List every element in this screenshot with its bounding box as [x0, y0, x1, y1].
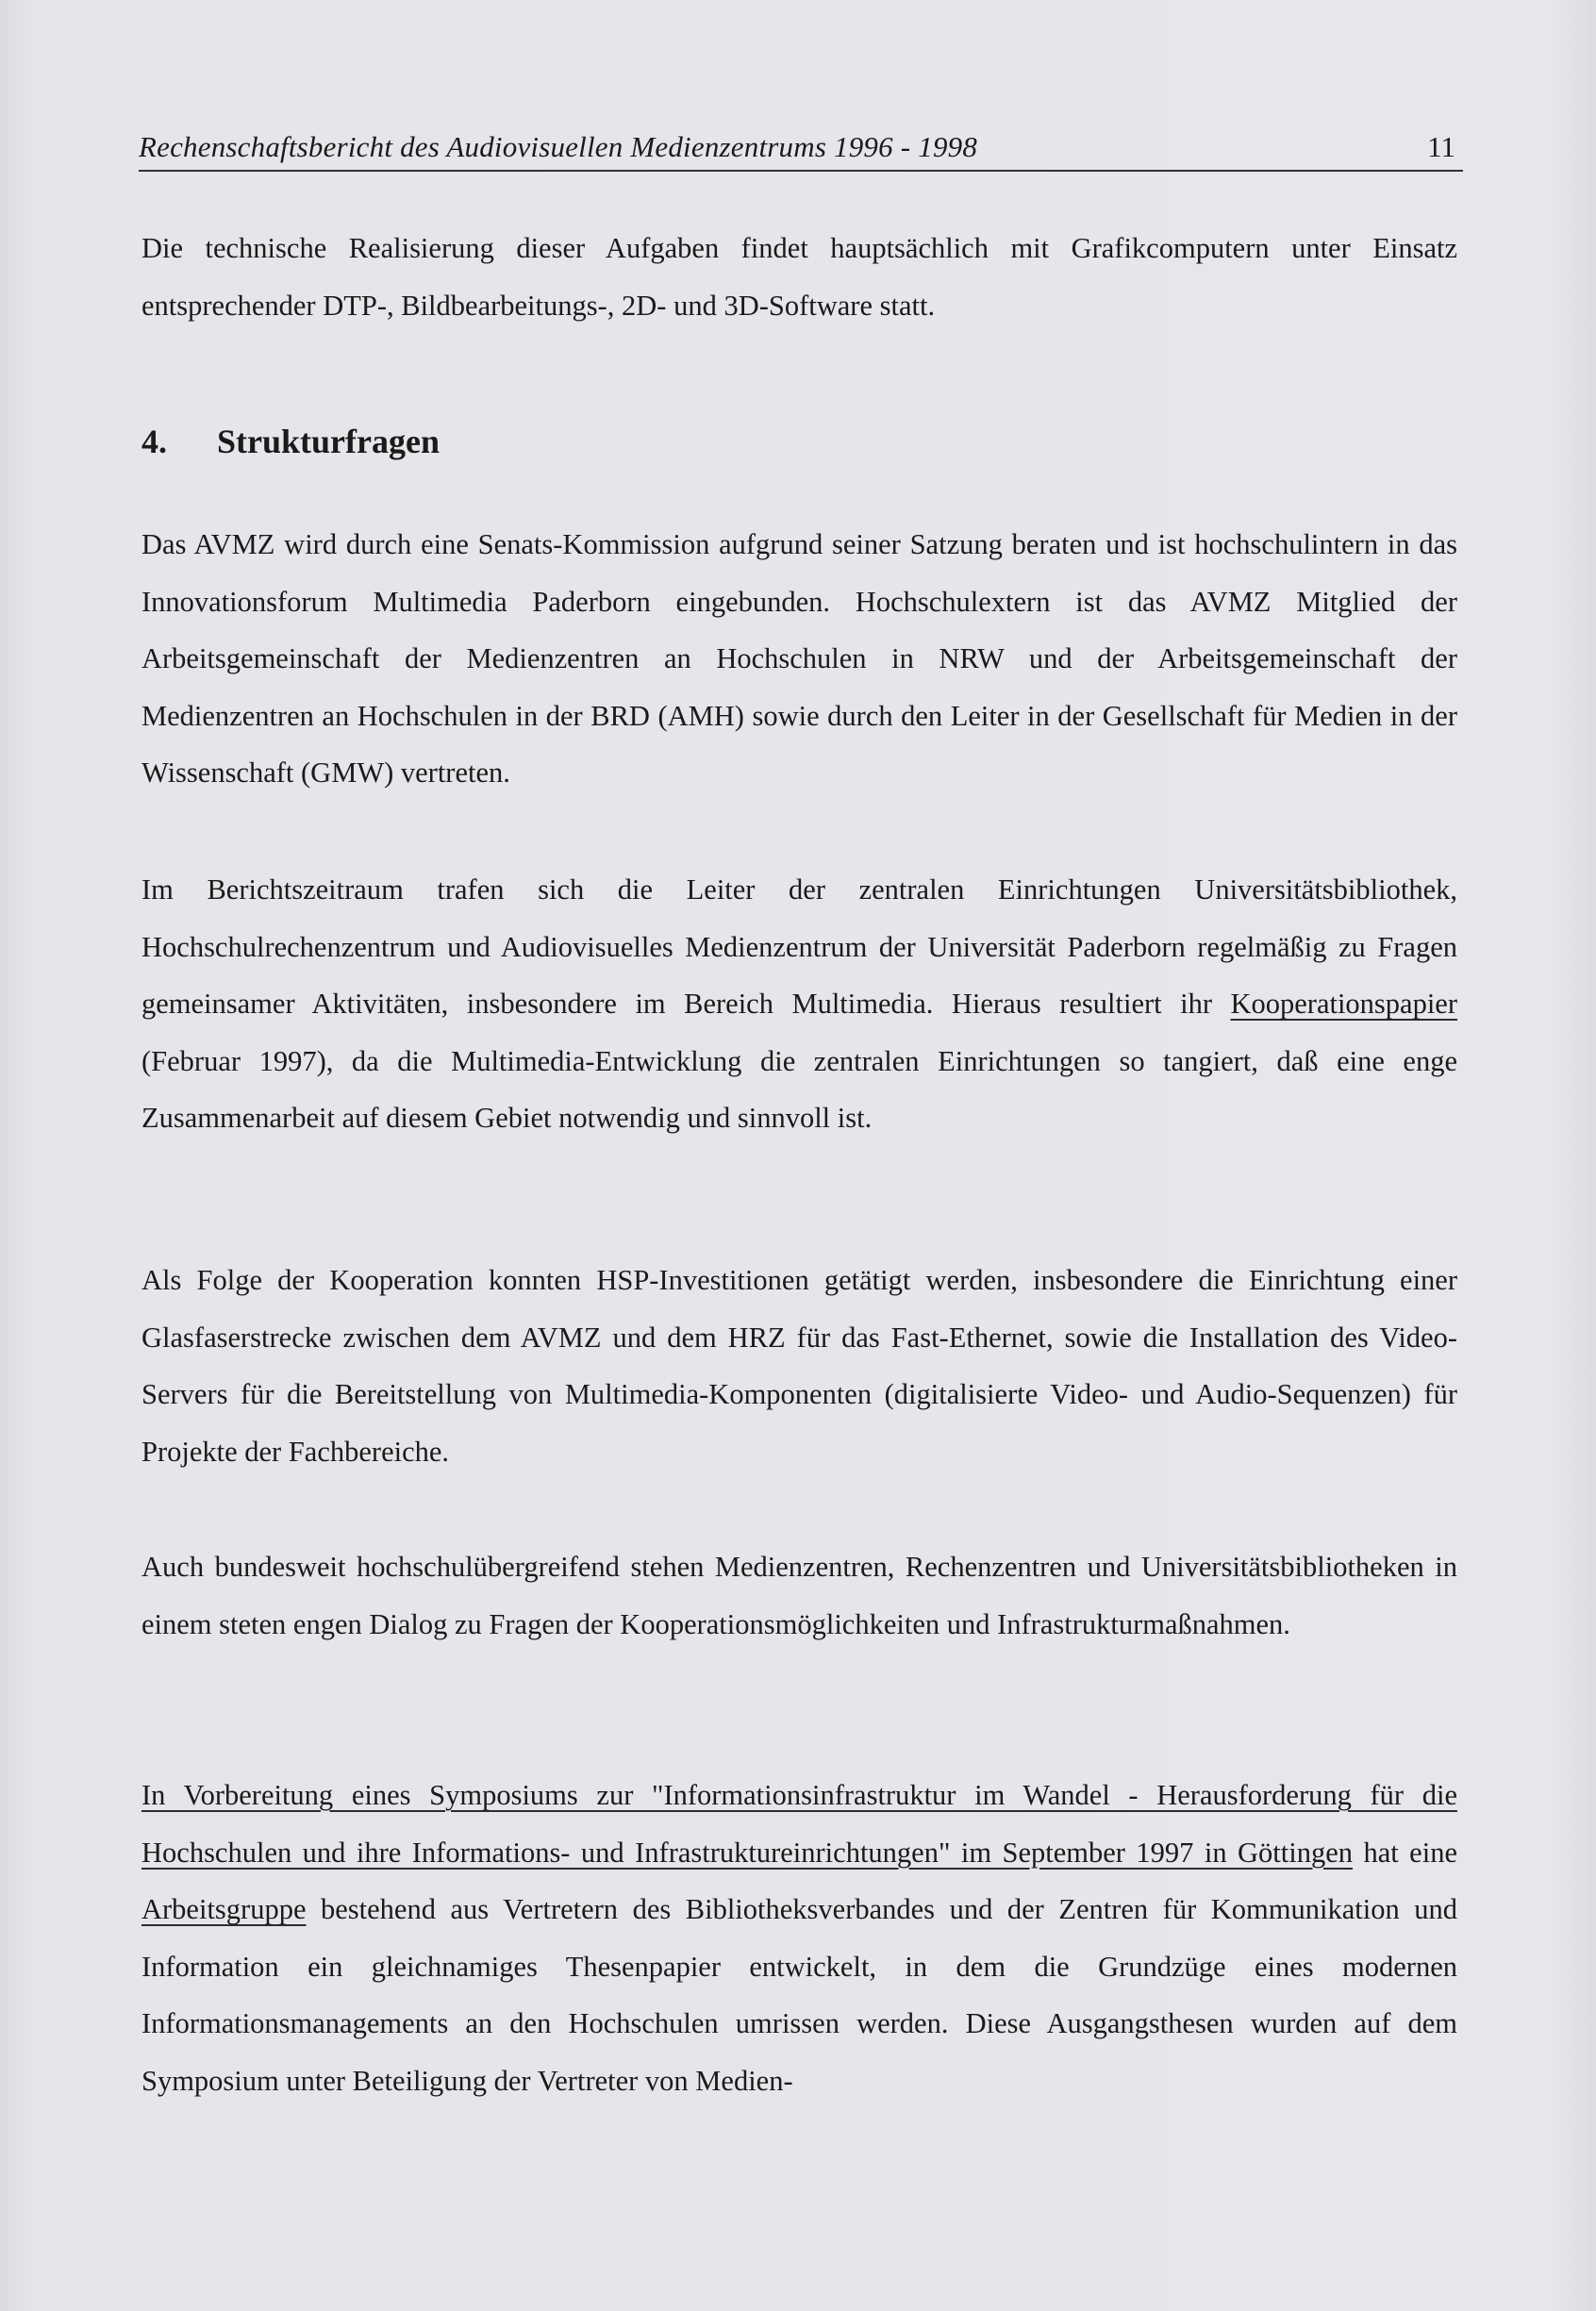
section-title: Strukturfragen [217, 423, 440, 460]
section-number: 4. [141, 423, 167, 460]
underlined-symposium: In Vorbereitung eines Symposiums zur "Informationsinfrastruktur im Wandel - Herausforderung für die Hochschulen und ihre Informations- und Infrastruktureinrichtungen" im September 1997 in Göttingen [141, 1779, 1457, 1869]
header-title: Rechenschaftsbericht des Audiovisuellen Medienzentrums 1996 - 1998 [139, 130, 978, 163]
underlined-kooperationspapier: Kooperationspapier [1230, 988, 1457, 1021]
intro-paragraph: Die technische Realisierung dieser Aufgaben findet hauptsächlich mit Grafikcomputern unter Einsatz entsprechender DTP-, Bildbearbeitungs-, 2D- und 3D-Software statt. [141, 232, 1457, 322]
paragraph-symposium [141, 1767, 1457, 2110]
paragraph-cooperation [141, 861, 1457, 1147]
paragraph-structure: Das AVMZ wird durch eine Senats-Kommission aufgrund seiner Satzung beraten und ist hochschulintern in das Innovationsforum Multimedia Paderborn eingebunden. Hochschulextern ist das AVMZ Mitglied der Arbeitsgemeinschaft der Medienzentren an Hochschulen in NRW und der Arbeitsgemeinschaft der Medienzentren an Hochschulen in der BRD (AMH) sowie durch den Leiter in der Gesellschaft für Medien in der Wissenschaft (GMW) vertreten. [141, 528, 1457, 790]
page-number: 11 [1427, 130, 1455, 163]
running-header [139, 123, 1463, 172]
paragraph-investments: Als Folge der Kooperation konnten HSP-Investitionen getätigt werden, insbesondere die Einrichtung einer Glasfaserstrecke zwischen dem AVMZ und dem HRZ für das Fast-Ethernet, sowie die Installation des Video-Servers für die Bereitstellung von Multimedia-Komponenten (digitalisierte Video- und Audio-Sequenzen) für Projekte der Fachbereiche. [141, 1264, 1457, 1468]
paragraph-cooperation-text-2: (Februar 1997), da die Multimedia-Entwicklung die zentralen Einrichtungen so tangiert, daß eine enge Zusammenarbeit auf diesem Gebiet notwendig und sinnvoll ist. [141, 1044, 1457, 1135]
paragraph-symposium-text-2: bestehend aus Vertretern des Bibliotheksverbandes und der Zentren für Kommunikation und Information ein gleichnamiges Thesenpapier entwickelt, in dem die Grundzüge eines modernen Informationsmanagements an den Hochschulen umrissen werden. Diese Ausgangsthesen wurden auf dem Symposium unter Beteiligung der Vertreter von Medien- [141, 1893, 1457, 2097]
section-heading [141, 422, 1457, 461]
paragraph-cooperation-text-1: Im Berichtszeitraum trafen sich die Leiter der zentralen Einrichtungen Universitätsbibliothek, Hochschulrechenzentrum und Audiovisuelles Medienzentrum der Universität Paderborn regelmäßig zu Fragen gemeinsamer Aktivitäten, insbesondere im Bereich Multimedia. Hieraus resultiert ihr [141, 873, 1457, 1021]
paragraph-symposium-text-1: hat eine [1353, 1836, 1457, 1869]
paragraph-nationwide: Auch bundesweit hochschulübergreifend stehen Medienzentren, Rechenzentren und Universitätsbibliotheken in einem steten engen Dialog zu Fragen der Kooperationsmöglichkeiten und Infrastrukturmaßnahmen. [141, 1551, 1457, 1640]
underlined-arbeitsgruppe: Arbeitsgruppe [141, 1893, 307, 1926]
